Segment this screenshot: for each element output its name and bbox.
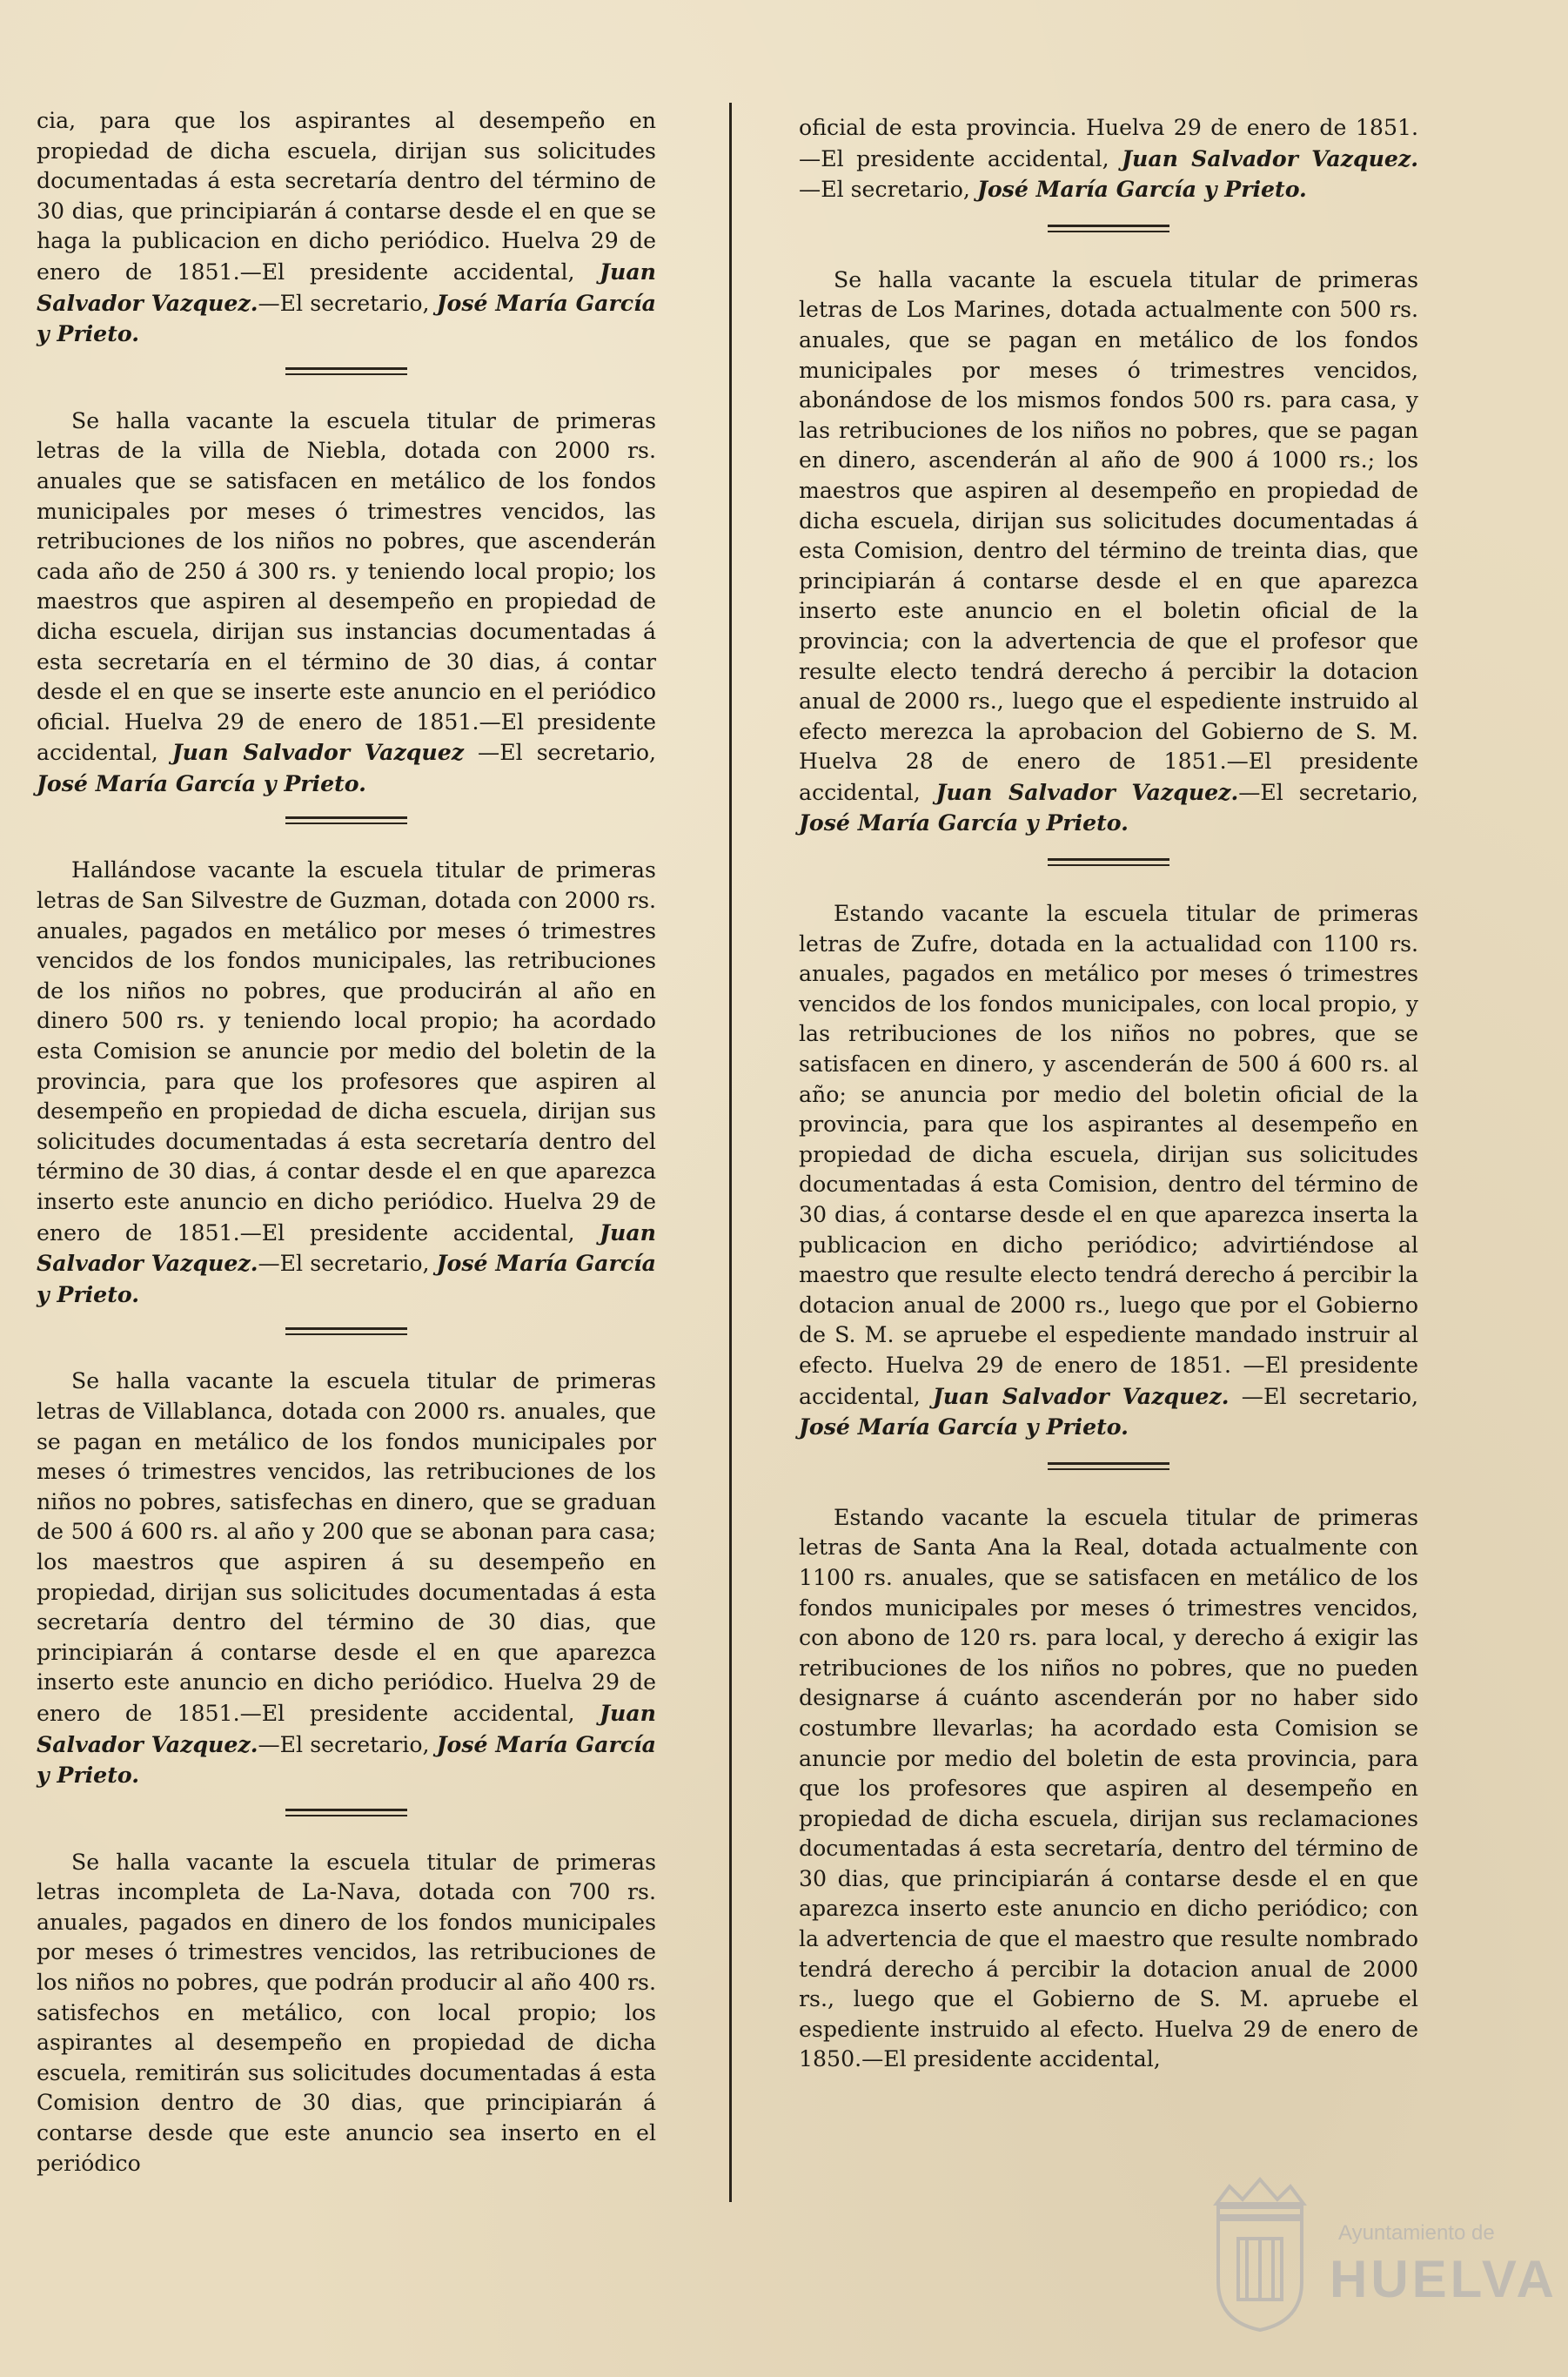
- section-divider: [285, 1809, 407, 1816]
- notice-zufre: Estando vacante la escuela titular de primeras letras de Zufre, dotada en la actualidad con 1100 rs. anuales, pagados en metálico por meses ó trimestres vencidos de los fondos municipales, con local propio, y las retribuciones de los niños no pobres, que se satisfacen en dinero, y ascenderán de 500 á 600 rs. al año; se anuncia por medio del boletin oficial de la provincia, para que los aspirantes al desempeño en propiedad de dicha escuela, dirijan sus solicitudes documentadas á esta Comision, dentro del término de 30 dias, á contarse desde el en que aparezca inserta la publicacion en dicho periódico; advirtiéndose al maestro que resulte electo tendrá derecho á percibir la dotacion anual de 2000 rs., luego que por el Gobierno de S. M. se apruebe el espediente mandado instruir al efecto. Huelva 29 de enero de 1851. —El presidente accidental, Juan Salvador Vazquez. —El secretario, José María García y Prieto.: [799, 901, 1418, 1440]
- notice-niebla: Se halla vacante la escuela titular de primeras letras de la villa de Niebla, dotada con 2000 rs. anuales que se satisfacen en metálico de los fondos municipales por meses ó trimestres vencidos, las retribuciones de los niños no pobres, que ascenderán cada año de 250 á 300 rs. y teniendo local propio; los maestros que aspiren al desempeño en propiedad de dicha escuela, dirijan sus instancias documentadas á esta secretaría en el término de 30 dias, á contar desde el en que se inserte este anuncio en el periódico oficial. Huelva 29 de enero de 1851.—El presidente accidental, Juan Salvador Vazquez —El secretario, José María García y Prieto.: [37, 407, 656, 796]
- section-divider: [285, 1327, 407, 1335]
- ayuntamiento-watermark: [1199, 2169, 1558, 2343]
- notice-los-marines: Se halla vacante la escuela titular de primeras letras de Los Marines, dotada actualmente con 500 rs. anuales, que se pagan en metálico de los fondos municipales por meses ó trimestres vencidos, abonándose de los mismos fondos 500 rs. para casa, y las retribuciones de los niños no pobres, que se pagan en dinero, ascenderán al año de 900 á 1000 rs.; los maestros que aspiren al desempeño en propiedad de dicha escuela, dirijan sus solicitudes documentadas á esta Comision, dentro del término de treinta dias, que principiarán á contarse desde el en que aparezca inserto este anuncio en el boletin oficial de la provincia; con la advertencia de que el profesor que resulte electo tendrá derecho á percibir la dotacion anual de 2000 rs., luego que el espediente instruido al efecto merezca la aprobacion del Gobierno de S. M. Huelva 28 de enero de 1851.—El presidente accidental, Juan Salvador Vazquez.—El secretario, José María García y Prieto.: [799, 266, 1418, 836]
- section-divider: [1048, 1462, 1169, 1470]
- watermark-line1: Ayuntamiento de: [1338, 2221, 1495, 2245]
- notice-san-silvestre: Hallándose vacante la escuela titular de primeras letras de San Silvestre de Guzman, dotada con 2000 rs. anuales, pagados en metálico por meses ó trimestres vencidos de los fondos municipales, las retribuciones de los niños no pobres, que producirán al año en dinero 500 rs. y teniendo local propio; ha acordado esta Comision se anuncie por medio del boletin de la provincia, para que los profesores que aspiren al desempeño en propiedad de dicha escuela, dirijan sus solicitudes documentadas á esta secretaría dentro del término de 30 dias, á contar desde el en que aparezca inserto este anuncio en dicho periódico. Huelva 29 de enero de 1851.—El presidente accidental, Juan Salvador Vazquez.—El secretario, José María García y Prieto.: [37, 857, 656, 1307]
- notice-santa-ana-la-real: Estando vacante la escuela titular de primeras letras de Santa Ana la Real, dotada actualmente con 1100 rs. anuales, que se satisfacen en metálico de los fondos municipales por meses ó trimestres vencidos, con abono de 120 rs. para local, y derecho á exigir las retribuciones de los niños no pobres, que no pueden designarse á cuánto ascenderán por no haber sido costumbre llevarlas; ha acordado esta Comision se anuncie por medio del boletin de esta provincia, para que los profesores que aspiren al desempeño en propiedad de dicha escuela, dirijan sus reclamaciones documentadas á esta secretaría, dentro del término de 30 dias, que principiarán á contarse desde el en que aparezca inserto este anuncio en dicho periódico; con la advertencia de que el maestro que resulte nombrado tendrá derecho á percibir la dotacion anual de 2000 rs., luego que el Gobierno de S. M. apruebe el espediente instruido al efecto. Huelva 29 de enero de 1850.—El presidente accidental,: [799, 1504, 1418, 2072]
- right-column: [799, 113, 1418, 2075]
- left-column: [37, 106, 656, 2179]
- section-divider: [1048, 858, 1169, 866]
- watermark-line2: HUELVA: [1330, 2250, 1558, 2308]
- notice-la-nava-continued: oficial de esta provincia. Huelva 29 de enero de 1851. —El presidente accidental, Juan Salvador Vazquez. —El secretario, José María García y Prieto.: [799, 115, 1418, 203]
- section-divider: [285, 367, 407, 375]
- city-crest-icon: [1199, 2169, 1321, 2334]
- section-divider: [1048, 225, 1169, 232]
- notice-la-nava: Se halla vacante la escuela titular de primeras letras incompleta de La-Nava, dotada con 700 rs. anuales, pagados en dinero de los fondos municipales por meses ó trimestres vencidos, las retribuciones de los niños no pobres, que podrán producir al año 400 rs. satisfechos en metálico, con local propio; los aspirantes al desempeño en propiedad de dicha escuela, remitirán sus solicitudes documentadas á esta Comision dentro de 30 dias, que principiarán á contarse desde que este anuncio sea inserto en el periódico: [37, 1849, 656, 2176]
- notice-continued: cia, para que los aspirantes al desempeño en propiedad de dicha escuela, dirijan sus solicitudes documentadas á esta secretaría dentro del término de 30 dias, que principiarán á contarse desde el en que se haga la publicacion en dicho periódico. Huelva 29 de enero de 1851.—El presidente accidental, Juan Salvador Vazquez.—El secretario, José María García y Prieto.: [37, 108, 656, 347]
- column-rule: [729, 103, 732, 2202]
- notice-villablanca: Se halla vacante la escuela titular de primeras letras de Villablanca, dotada con 2000 rs. anuales, que se pagan en metálico de los fondos municipales por meses ó trimestres vencidos, las retribuciones de los niños no pobres, satisfechas en dinero, que se graduan de 500 á 600 rs. al año y 200 que se abonan para casa; los maestros que aspiren á su desempeño en propiedad, dirijan sus solicitudes documentadas á esta secretaría dentro del término de 30 dias, que principiarán á contarse desde el en que aparezca inserto este anuncio en dicho periódico. Huelva 29 de enero de 1851.—El presidente accidental, Juan Salvador Vazquez.—El secretario, José María García y Prieto.: [37, 1368, 656, 1789]
- section-divider: [285, 816, 407, 824]
